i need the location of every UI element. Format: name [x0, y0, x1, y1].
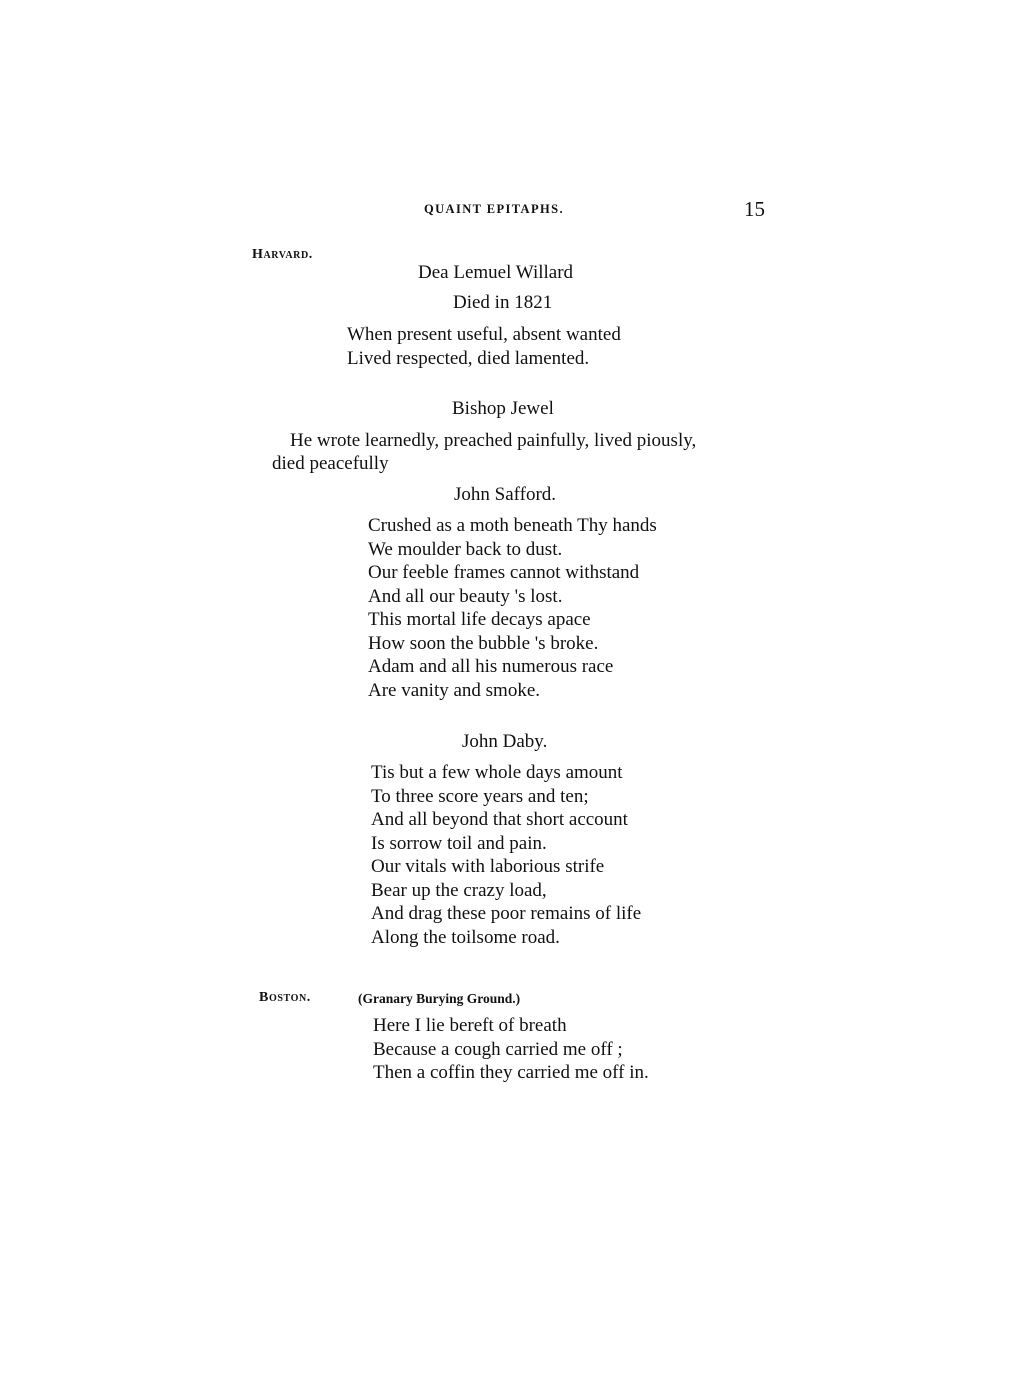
verse-line: Along the toilsome road. [371, 926, 560, 948]
place-heading-boston: Boston. [259, 990, 311, 1005]
verse-boston [373, 1014, 649, 1085]
verse-line: Our feeble frames cannot withstand [368, 562, 640, 583]
epitaph-date-willard: Died in 1821 [453, 292, 553, 313]
epitaph-name-daby: John Daby. [462, 731, 548, 752]
verse-line: Tis but a few whole days amount [371, 762, 623, 783]
epitaph-name-willard: Dea Lemuel Willard [418, 262, 574, 283]
verse-line: Because a cough carried me off ; [373, 1038, 623, 1060]
verse-line: Our vitals with laborious strife [371, 856, 605, 877]
place-heading-harvard: Harvard. [252, 247, 313, 262]
verse-line: And all beyond that short account [371, 809, 628, 830]
verse-line: When present useful, absent wanted [347, 324, 621, 345]
verse-line: We moulder back to dust. [368, 538, 563, 560]
verse-line: This mortal life decays apace [368, 609, 591, 630]
verse-line: Then a coffin they carried me off in. [373, 1062, 649, 1083]
verse-line: Bear up the crazy load, [371, 879, 547, 901]
verse-line: And all our beauty 's lost. [368, 585, 563, 607]
verse-line: Is sorrow toil and pain. [371, 832, 547, 854]
verse-line: Adam and all his numerous race [368, 656, 614, 677]
verse-line: To three score years and ten; [371, 785, 589, 807]
verse-line: Are vanity and smoke. [368, 679, 541, 701]
verse-daby [371, 761, 641, 949]
epitaph-name-safford: John Safford. [454, 484, 557, 505]
verse-safford [368, 514, 657, 702]
prose-jewel-line2: died peacefully [272, 453, 389, 474]
verse-willard [347, 323, 621, 370]
page-number: 15 [744, 197, 765, 221]
verse-line: Lived respected, died lamented. [347, 347, 590, 369]
boston-subtitle: (Granary Burying Ground.) [358, 991, 521, 1006]
epitaph-name-jewel: Bishop Jewel [452, 398, 554, 419]
verse-line: How soon the bubble 's broke. [368, 632, 599, 654]
verse-line: Crushed as a moth beneath Thy hands [368, 515, 657, 536]
prose-jewel-line1: He wrote learnedly, preached painfully, lived piously, [290, 430, 697, 451]
verse-line: Here I lie bereft of breath [373, 1015, 567, 1036]
running-title: QUAINT EPITAPHS. [424, 202, 565, 216]
verse-line: And drag these poor remains of life [371, 903, 642, 924]
